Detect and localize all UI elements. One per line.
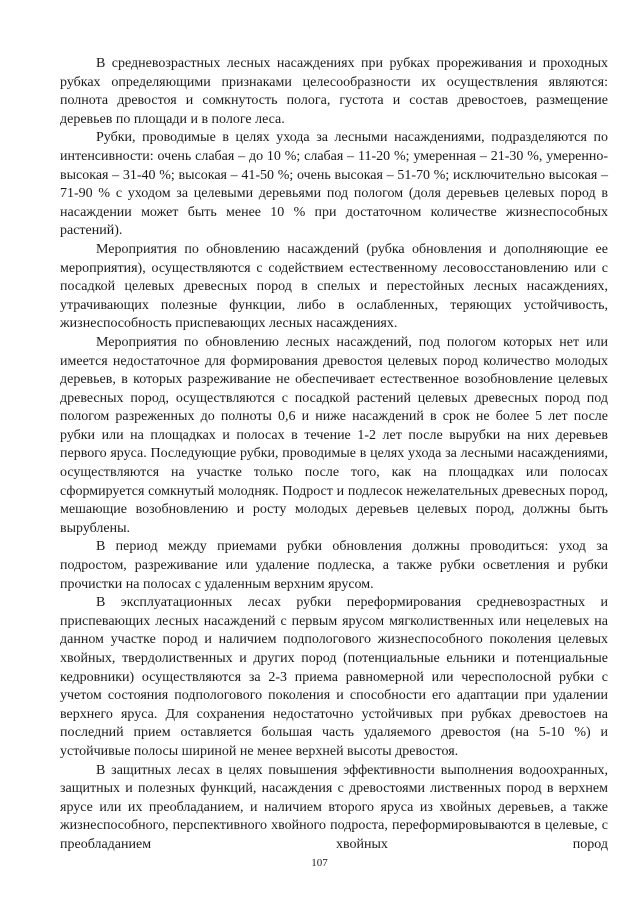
paragraph-between-cuttings: В период между приемами рубки обновления должны проводиться: уход за подростом, разреживание или удаление подлеска, а также рубки осветления и рубки прочистки на полосах с удаленным верхним ярусом. [60, 539, 608, 592]
paragraph-protective-forests: В защитных лесах в целях повышения эффективности выполнения водоохранных, защитных и полезных функций, насаждения с древостоями лиственных пород в верхнем ярусе или их преобладанием, и наличием второго яруса из хвойных деревьев, а также жизнеспособного, перспективного хвойного подроста, переформировываются в целевые, с преобладанием хвойных пород [60, 762, 608, 852]
paragraph-reformation-cuttings: В эксплуатационных лесах рубки переформирования средневозрастных и приспевающих лесных насаждений с первым ярусом мягколиственных или нецелевых на данном участке пород и наличием подпологового жизнеспособного поколения целевых хвойных, твердолиственных и других пород (потенциальные ельники и потенциальные кедровники) осуществляются за 2-3 приема равномерной или чересполосной рубки с учетом состояния подпологового поколения и способности его адаптации при удалении верхнего яруса. Для сохранения недостаточно устойчивых при рубках древостоев на последний прием оставляется большая часть удаляемого древостоя (на 5-10 %) и устойчивые полосы шириной не менее верхней высоты древостоя. [60, 595, 608, 759]
paragraph-renewal-planting: Мероприятия по обновлению лесных насаждений, под пологом которых нет или имеется недостаточное для формирования древостоя целевых пород количество молодых деревьев, в которых разреживание не обеспечивает естественное возобновление целевых древесных пород, осуществляются с посадкой растений целевых древесных пород под пологом разреженных до полноты 0,6 и ниже насаждений в срок не более 5 лет после рубки или на площадках и полосах в течение 1-2 лет после вырубки на них деревьев первого яруса. Последующие рубки, проводимые в целях ухода за лесными насаждениями, осуществляются на участке только после того, как на площадках или полосах сформируется сомкнутый молодняк. Подрост и подлесок нежелательных древесных пород, мешающие возобновлению и росту молодых деревьев целевых пород, должны быть вырублены. [60, 334, 608, 536]
paragraph-thinning-criteria: В средневозрастных лесных насаждениях при рубках прореживания и проходных рубках определяющими признаками целесообразности их осуществления являются: полнота древостоя и сомкнутость полога, густота и состав древостоев, размещение деревьев по площади и в пологе леса. [60, 56, 608, 127]
document-body [60, 55, 608, 855]
paragraph-renewal-measures: Мероприятия по обновлению насаждений (рубка обновления и дополняющие ее мероприятия), осуществляются с содействием естественному лесовосстановлению или с посадкой целевых древесных пород в спелых и перестойных лесных насаждениях, утрачивающих полезные функции, либо в ослабленных, теряющих устойчивость, жизнеспособность приспевающих лесных насаждениях. [60, 241, 608, 332]
paragraph-cutting-intensity: Рубки, проводимые в целях ухода за лесными насаждениями, подразделяются по интенсивности: очень слабая – до 10 %; слабая – 11-20 %; умеренная – 21-30 %, умеренно-высокая – 31-40 %; высокая – 41-50 %; очень высокая – 51-70 %; исключительно высокая – 71-90 % с уходом за целевыми деревьями под пологом (доля деревьев целевых пород в насаждении может быть менее 10 % при достаточном количестве жизнеспособных растений). [60, 130, 608, 239]
page-number: 107 [311, 857, 328, 869]
